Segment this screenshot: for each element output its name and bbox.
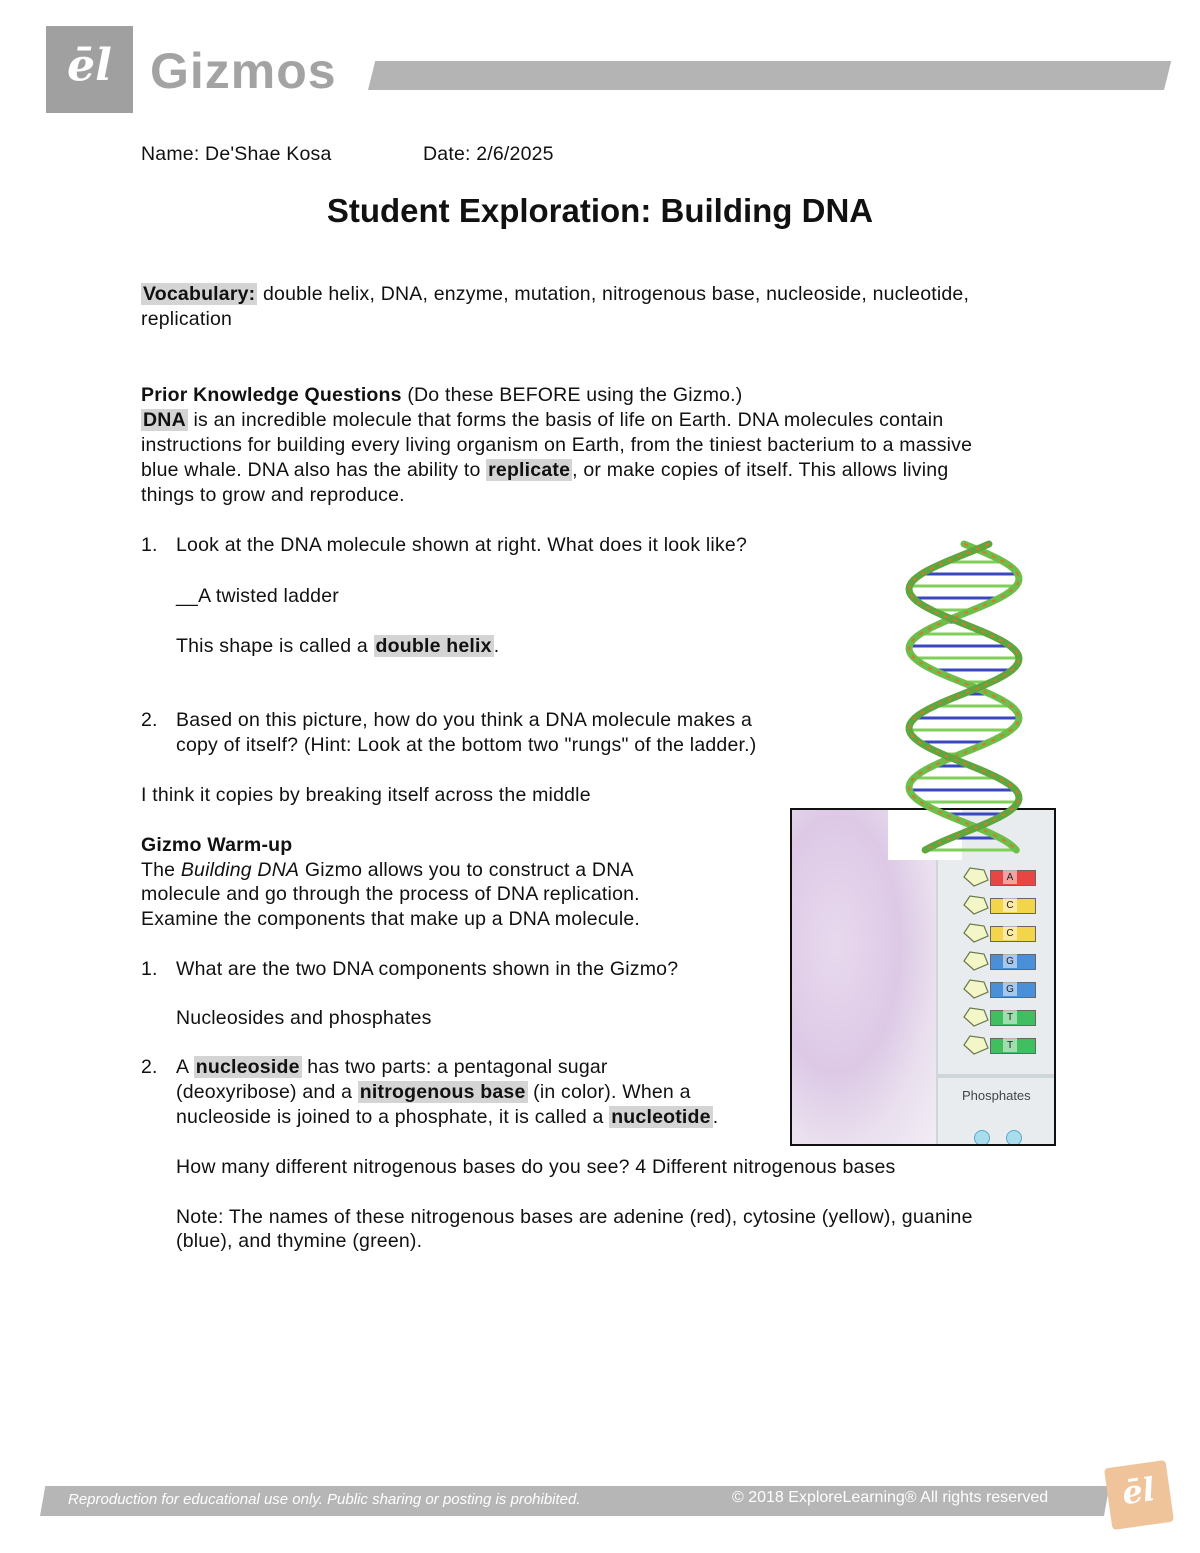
nucleoside-item[interactable] <box>960 1006 1040 1028</box>
base-letter: A <box>1003 870 1017 884</box>
sugar-pentagon-icon <box>960 1034 990 1056</box>
prior-q2-number: 2. <box>141 709 158 731</box>
nucleotide-term: nucleotide <box>611 1106 711 1128</box>
prior-q1-answer: __A twisted ladder <box>176 585 339 607</box>
prior-paragraph-line-3: blue whale. DNA also has the ability to replicate , or make copies of itself. This allows living <box>141 459 949 481</box>
sugar-pentagon-icon <box>960 894 990 916</box>
base-letter: C <box>1003 898 1017 912</box>
warmup-q2-number: 2. <box>141 1056 158 1078</box>
warmup-q2-line-3: nucleoside is joined to a phosphate, it is called a nucleotide . <box>176 1106 719 1128</box>
shape-sentence: This shape is called a double helix . <box>176 635 500 657</box>
vocabulary-line-1: Vocabulary: double helix, DNA, enzyme, mutation, nitrogenous base, nucleoside, nucleotide, <box>143 283 970 305</box>
prior-q2-line-1: Based on this picture, how do you think a DNA molecule makes a <box>176 709 753 731</box>
phosphates-label: Phosphates <box>962 1088 1031 1103</box>
prior-paragraph-line-4: things to grow and reproduce. <box>141 484 405 506</box>
reproduction-notice: Reproduction for educational use only. Public sharing or posting is prohibited. <box>68 1491 581 1508</box>
phosphate-icon <box>1006 1130 1022 1146</box>
warmup-q2-line-2: (deoxyribose) and a nitrogenous base (in color). When a <box>176 1081 691 1103</box>
prior-q1-text: Look at the DNA molecule shown at right. What does it look like? <box>176 534 748 556</box>
warmup-q1-answer: Nucleosides and phosphates <box>176 1007 432 1029</box>
warmup-q2-line-1: A nucleoside has two parts: a pentagonal sugar <box>176 1056 608 1078</box>
nucleoside-item[interactable] <box>960 866 1040 888</box>
prior-q1-number: 1. <box>141 534 158 556</box>
phosphate-icon <box>974 1130 990 1146</box>
nitrogenous-base <box>990 954 1036 970</box>
nitrogenous-base-term: nitrogenous base <box>359 1081 526 1103</box>
prior-q2-line-2: copy of itself? (Hint: Look at the bottom two "rungs" of the ladder.) <box>176 734 757 756</box>
sugar-pentagon-icon <box>960 978 990 1000</box>
warmup-q1-number: 1. <box>141 958 158 980</box>
vocabulary-line-2: replication <box>141 308 233 330</box>
tray-divider <box>936 1074 1056 1078</box>
nucleoside-item[interactable] <box>960 894 1040 916</box>
prior-paragraph-line-1: DNA is an incredible molecule that forms the basis of life on Earth. DNA molecules contain <box>143 409 944 431</box>
dna-double-helix-image <box>884 532 1044 862</box>
warmup-intro-line-3: Examine the components that make up a DNA molecule. <box>141 908 641 930</box>
base-letter: G <box>1003 982 1017 996</box>
page-title: Student Exploration: Building DNA <box>326 192 874 229</box>
base-letter: C <box>1003 926 1017 940</box>
copyright: © 2018 ExploreLearning® All rights reserved <box>732 1489 1049 1506</box>
logo-glyph: ēl <box>67 40 112 91</box>
prior-knowledge-heading: Prior Knowledge Questions (Do these BEFORE using the Gizmo.) <box>141 384 743 406</box>
nitrogenous-base <box>990 926 1036 942</box>
nitrogenous-base <box>990 982 1036 998</box>
note-line-2: (blue), and thymine (green). <box>176 1230 423 1252</box>
vocabulary-label: Vocabulary: <box>143 283 256 305</box>
warmup-q1-text: What are the two DNA components shown in the Gizmo? <box>176 958 679 980</box>
prior-q2-answer: I think it copies by breaking itself across the middle <box>141 784 591 806</box>
nucleoside-item[interactable] <box>960 978 1040 1000</box>
warmup-intro-line-2: molecule and go through the process of DNA replication. <box>141 883 640 905</box>
nucleoside-item[interactable] <box>960 922 1040 944</box>
footer-logo <box>1104 1460 1174 1530</box>
warmup-intro-line-1: The Building DNA Gizmo allows you to construct a DNA <box>141 859 634 881</box>
nitrogenous-base <box>990 870 1036 886</box>
prior-paragraph-line-2: instructions for building every living organism on Earth, from the tiniest bacterium to a massive <box>141 434 973 456</box>
bases-count-question: How many different nitrogenous bases do you see? 4 Different nitrogenous bases <box>176 1156 896 1178</box>
footer-logo-glyph: ēl <box>1119 1469 1158 1513</box>
nucleoside-item[interactable] <box>960 1034 1040 1056</box>
nucleoside-item[interactable] <box>960 950 1040 972</box>
nitrogenous-base <box>990 898 1036 914</box>
sugar-pentagon-icon <box>960 922 990 944</box>
explorelearning-logo <box>46 26 133 113</box>
base-letter: T <box>1003 1010 1017 1024</box>
replicate-term: replicate <box>488 459 571 481</box>
base-letter: T <box>1003 1038 1017 1052</box>
sugar-pentagon-icon <box>960 1006 990 1028</box>
date: Date: 2/6/2025 <box>423 143 554 165</box>
sugar-pentagon-icon <box>960 950 990 972</box>
nitrogenous-base <box>990 1010 1036 1026</box>
brand-name: Gizmos <box>150 43 337 99</box>
nitrogenous-base <box>990 1038 1036 1054</box>
sugar-pentagon-icon <box>960 866 990 888</box>
warmup-heading: Gizmo Warm-up <box>141 834 293 856</box>
dna-term: DNA <box>143 409 186 431</box>
student-name: Name: De'Shae Kosa <box>141 143 332 165</box>
nucleoside-term: nucleoside <box>195 1056 300 1078</box>
header-bar <box>368 61 1171 90</box>
note-line-1: Note: The names of these nitrogenous bases are adenine (red), cytosine (yellow), guanine <box>176 1206 973 1228</box>
base-letter: G <box>1003 954 1017 968</box>
double-helix-term: double helix <box>375 635 492 657</box>
